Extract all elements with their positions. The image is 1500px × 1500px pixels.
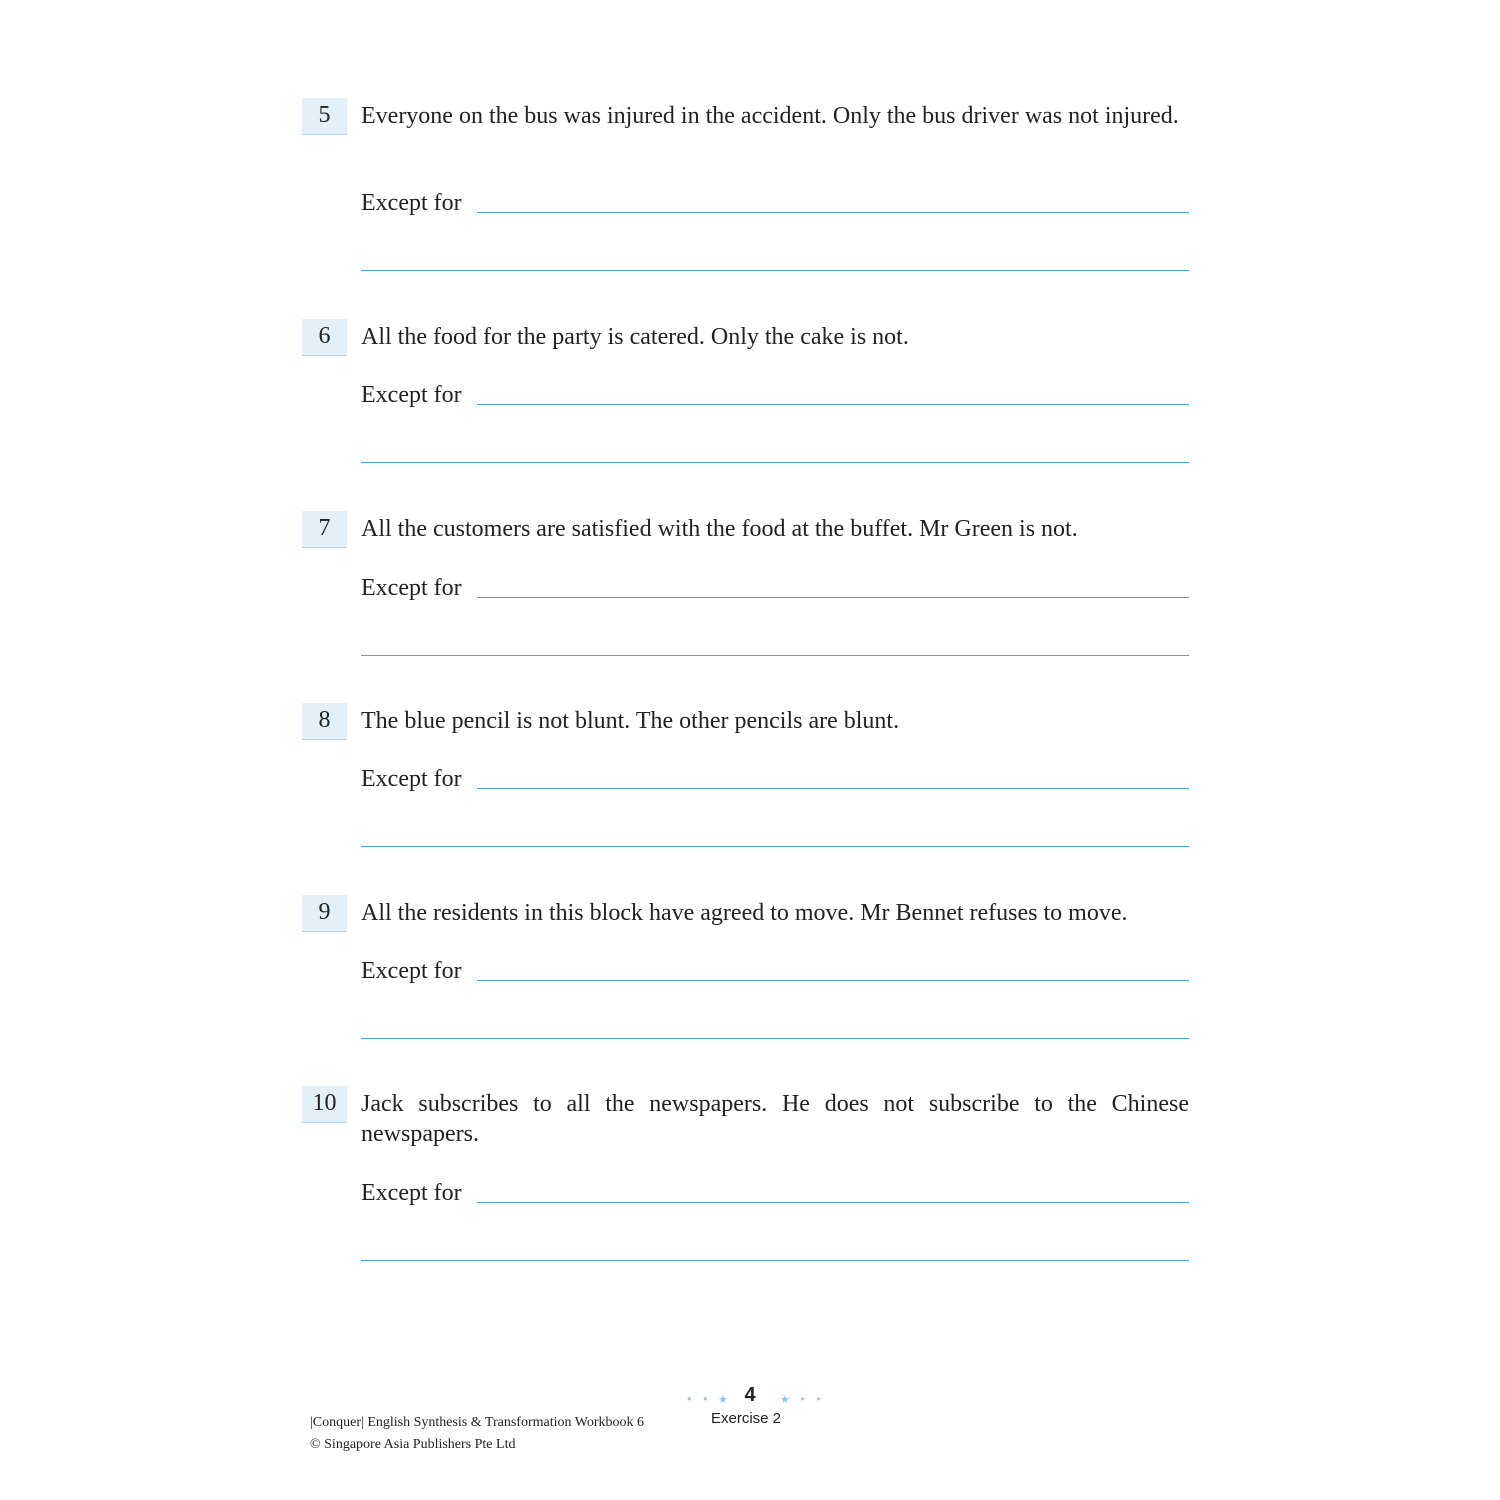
question-text: All the residents in this block have agreed to move. Mr Bennet refuses to move.: [361, 900, 1128, 926]
question-text: All the food for the party is catered. Only the cake is not.: [361, 324, 909, 350]
question-number: 6: [302, 319, 347, 356]
answer-area[interactable]: [361, 573, 1189, 603]
answer-area[interactable]: [361, 1178, 1189, 1208]
answer-line[interactable]: [361, 1038, 1189, 1039]
exercise-label: Exercise 2: [711, 1410, 782, 1427]
footer-credits: [310, 1412, 644, 1456]
question-number: 10: [302, 1086, 347, 1123]
answer-line[interactable]: [477, 404, 1189, 405]
answer-line[interactable]: [361, 655, 1189, 656]
book-title: |Conquer| English Synthesis & Transformation Workbook 6: [310, 1415, 645, 1430]
question-text: The blue pencil is not blunt. The other pencils are blunt.: [361, 708, 900, 734]
except-for-label: Except for: [361, 382, 462, 408]
answer-line[interactable]: [361, 462, 1189, 463]
answer-line[interactable]: [361, 846, 1189, 847]
question-text: All the customers are satisfied with the food at the buffet. Mr Green is not.: [361, 516, 1078, 542]
answer-line[interactable]: [477, 1202, 1189, 1203]
page-number: 4: [744, 1384, 756, 1406]
except-for-label: Except for: [361, 190, 462, 216]
answer-area[interactable]: [361, 188, 1189, 218]
answer-line[interactable]: [361, 270, 1189, 271]
answer-line[interactable]: [477, 597, 1189, 598]
answer-area[interactable]: [361, 380, 1189, 410]
question-number: 5: [302, 98, 347, 135]
question-text: Everyone on the bus was injured in the accident. Only the bus driver was not injured.: [361, 103, 1179, 129]
star-decoration-right-icon: ★ • •: [780, 1393, 825, 1406]
star-decoration-left-icon: • • ★: [686, 1393, 731, 1406]
question-number: 8: [302, 703, 347, 740]
question-number: 9: [302, 895, 347, 932]
answer-area[interactable]: [361, 956, 1189, 986]
except-for-label: Except for: [361, 1180, 462, 1206]
answer-line[interactable]: [477, 980, 1189, 981]
answer-line[interactable]: [361, 1260, 1189, 1261]
answer-line[interactable]: [477, 212, 1189, 213]
copyright-notice: © Singapore Asia Publishers Pte Ltd: [310, 1437, 516, 1452]
question-text: Jack subscribes to all the newspapers. He does not subscribe to the Chinese newspapers.: [361, 1091, 1189, 1147]
except-for-label: Except for: [361, 958, 462, 984]
answer-line[interactable]: [477, 788, 1189, 789]
question-number: 7: [302, 511, 347, 548]
except-for-label: Except for: [361, 575, 462, 601]
answer-area[interactable]: [361, 764, 1189, 794]
except-for-label: Except for: [361, 766, 462, 792]
